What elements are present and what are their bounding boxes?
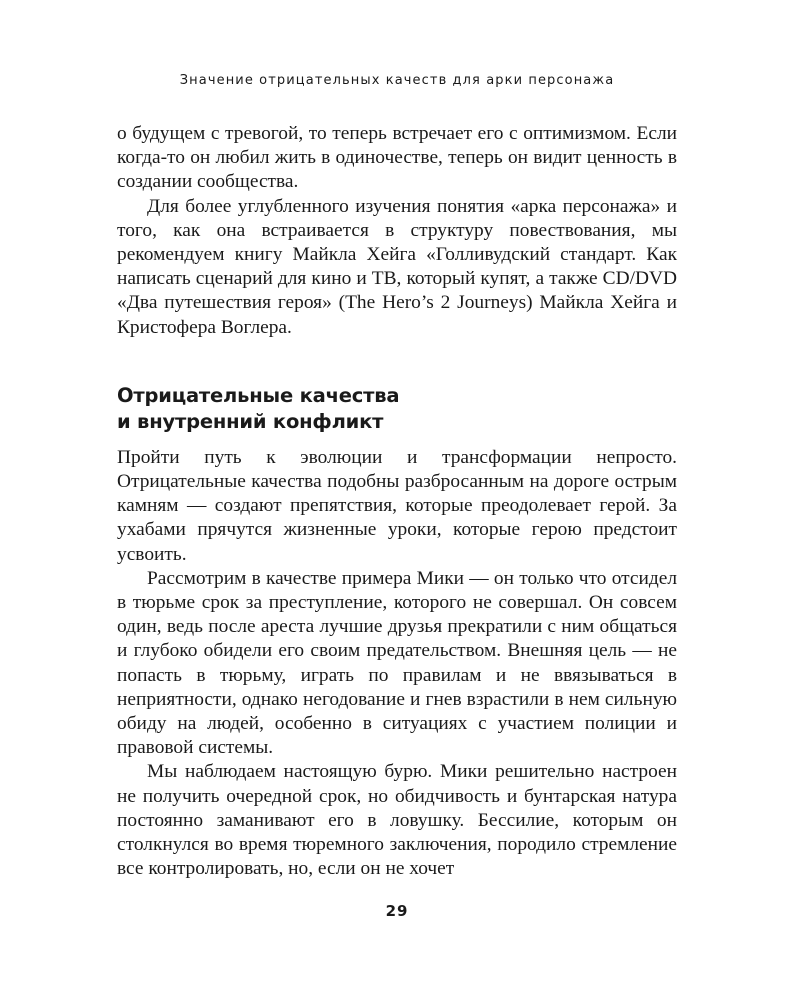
- page-body: [117, 122, 677, 881]
- paragraph-continuation: о будущем с тревогой, то теперь встречает его с оптимизмом. Если когда-то он любил жить в одиночестве, теперь он видит ценность в создании сообщества.: [117, 123, 677, 193]
- paragraph-miki-example: Рассмотрим в качестве примера Мики — он только что отсидел в тюрьме срок за преступление, которого не совершал. Он совсем один, ведь после ареста лучшие друзья прекратили с ним общаться и глубоко обидели его своим предательством. Внешняя цель — не попасть в тюрьму, играть по правилам и не ввязываться в неприятности, однако негодование и гнев взрастили в нем сильную обиду на людей, особенно в ситуациях с участием полиции и правовой системы.: [117, 567, 677, 759]
- page-number: 29: [385, 902, 409, 920]
- paragraph-storm: Мы наблюдаем настоящую бурю. Мики решительно настроен не получить очередной срок, но обидчивость и бунтарская натура постоянно заманивают его в ловушку. Бессилие, которым он столкнулся во время тюремного заключения, породило стремление все контролировать, но, если он не хочет: [117, 761, 677, 880]
- section-heading-line-1: Отрицательные качества: [117, 383, 400, 407]
- book-page: [117, 0, 677, 1000]
- paragraph-evolution: Пройти путь к эволюции и трансформации непросто. Отрицательные качества подобны разбросанным на дороге острым камням — создают препятствия, которые преодолевает герой. За ухабами прячутся жизненные уроки, которые герою предстоит усвоить.: [117, 446, 677, 565]
- section-heading: [117, 383, 677, 435]
- section-heading-line-2: и внутренний конфликт: [117, 409, 384, 433]
- running-header: Значение отрицательных качеств для арки персонажа: [179, 73, 615, 88]
- paragraph-arc-reference: Для более углубленного изучения понятия «арка персонажа» и того, как она встраивается в структуру повествования, мы рекомендуем книгу Майкла Хейга «Голливудский стандарт. Как написать сценарий для кино и ТВ, который купят, а также CD/DVD «Два путешествия героя» (The Hero’s 2 Journeys) Майкла Хейга и Кристофера Воглера.: [117, 195, 677, 338]
